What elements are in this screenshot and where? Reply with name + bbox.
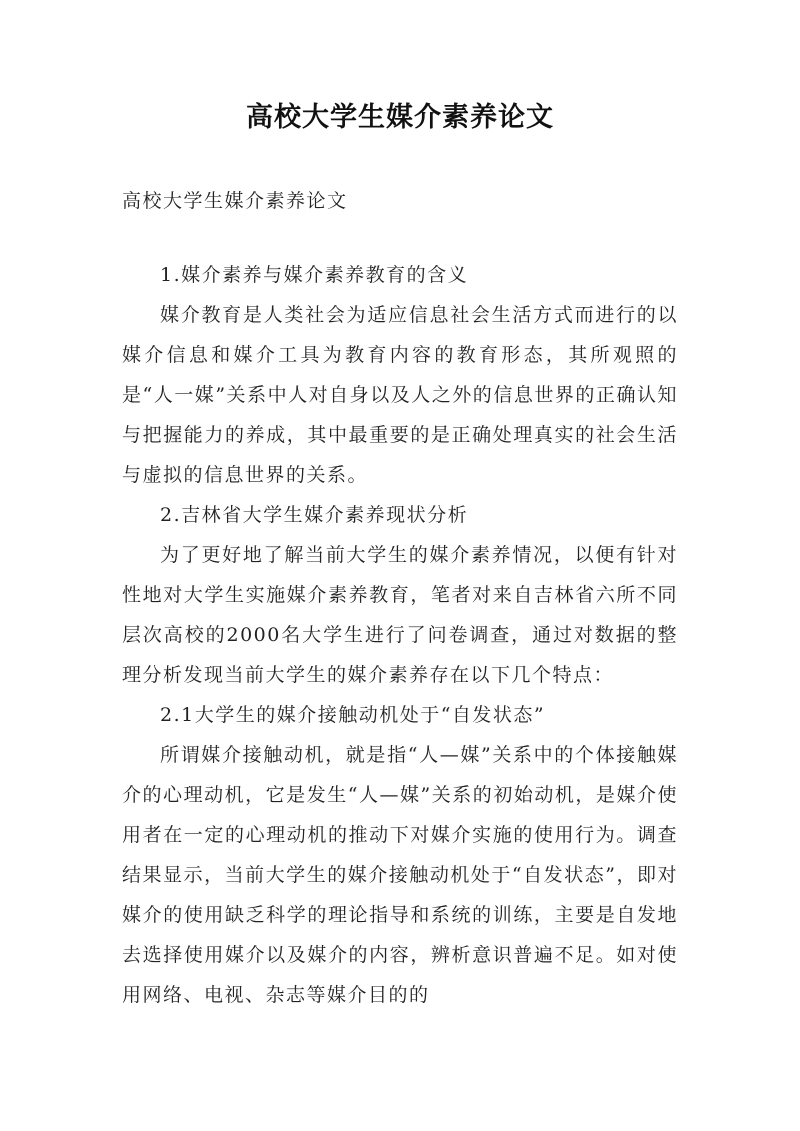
body-paragraph: 为了更好地了解当前大学生的媒介素养情况，以便有针对性地对大学生实施媒介素养教育，笔者对来自吉林省六所不同层次高校的2000名大学生进行了问卷调查，通过对数据的整理分析发现当前大学生的媒介素养存在以下几个特点： xyxy=(122,544,678,686)
document-body xyxy=(122,255,678,1015)
section-heading-2-1: 2.1大学生的媒介接触动机处于“自发状态” xyxy=(160,704,546,726)
body-paragraph: 所谓媒介接触动机，就是指“人—媒”关系中的个体接触媒介的心理动机，它是发生“人—媒”关系的初始动机，是媒介使用者在一定的心理动机的推动下对媒介实施的使用行为。调查结果显示，当前大学生的媒介接触动机处于“自发状态”，即对媒介的使用缺乏科学的理论指导和系统的训练，主要是自发地去选择使用媒介以及媒介的内容，辨析意识普遍不足。如对使用网络、电视、杂志等媒介目的的 xyxy=(122,744,678,1006)
body-paragraph: 媒介教育是人类社会为适应信息社会生活方式而进行的以媒介信息和媒介工具为教育内容的教育形态，其所观照的是“人一媒”关系中人对自身以及人之外的信息世界的正确认知与把握能力的养成，其中最重要的是正确处理真实的社会生活与虚拟的信息世界的关系。 xyxy=(122,304,678,486)
document-title: 高校大学生媒介素养论文 xyxy=(246,102,554,133)
section-heading-1: 1.媒介素养与媒介素养教育的含义 xyxy=(160,264,469,286)
document-subtitle: 高校大学生媒介素养论文 xyxy=(122,190,348,212)
section-heading-2: 2.吉林省大学生媒介素养现状分析 xyxy=(160,504,469,526)
